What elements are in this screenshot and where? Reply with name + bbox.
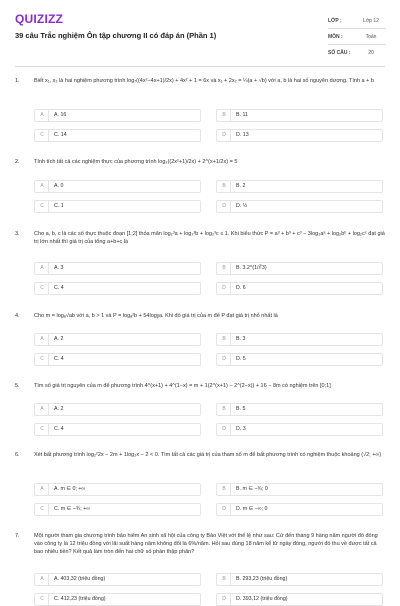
option-text: A. 16 — [54, 111, 67, 118]
option-letter: D — [218, 354, 231, 365]
option-text: C. 4 — [54, 355, 64, 362]
option-c[interactable] — [34, 129, 201, 142]
option-letter: C — [36, 424, 49, 435]
option-text: B. 5 — [236, 405, 246, 412]
option-letter: C — [36, 504, 49, 515]
meta-label: LỚP : — [328, 17, 342, 24]
option-letter: C — [36, 201, 49, 212]
question-text: Biết x₁, x₂ là hai nghiệm phương trình log₇((4x²−4x+1)/2x) + 4x² + 1 = 6x và x₁ + 2x₂ = ¼(a + √b) với a, b là hai số nguyên dương. Tính a + b — [34, 78, 374, 84]
quizizz-logo: QUIZIZZ — [15, 12, 64, 26]
option-c[interactable] — [34, 200, 201, 213]
header — [0, 0, 400, 65]
option-text: D. 13 — [236, 131, 249, 138]
option-letter: A — [36, 181, 49, 192]
option-letter: C — [36, 130, 49, 141]
option-letter: A — [36, 110, 49, 121]
meta-label: MÔN : — [328, 33, 343, 40]
option-d[interactable] — [216, 503, 383, 516]
option-letter: D — [218, 201, 231, 212]
option-text: C. 4 — [54, 284, 64, 291]
option-text: C. m ∈ −¾; +∞ — [54, 505, 91, 512]
option-b[interactable] — [216, 483, 383, 496]
question-1 — [15, 78, 385, 138]
option-b[interactable] — [216, 180, 383, 193]
question-4 — [15, 313, 385, 362]
question-number: 1. — [15, 78, 20, 84]
option-c[interactable] — [34, 282, 201, 295]
header-divider — [15, 66, 385, 67]
option-a[interactable] — [34, 262, 201, 275]
question-number: 3. — [15, 231, 20, 237]
option-text: C. 1 — [54, 202, 64, 209]
question-text: Cho m = logₐ√ab với a, b > 1 và P = logₐ²b + 54logᵦa. Khi đó giá trị của m để P đạt giá trị nhỏ nhất là — [34, 313, 278, 319]
option-text: C. 4 — [54, 425, 64, 432]
option-b[interactable] — [216, 573, 383, 586]
option-a[interactable] — [34, 333, 201, 346]
option-text: B. 3 — [236, 335, 246, 342]
option-letter: B — [218, 484, 231, 495]
option-b[interactable] — [216, 262, 383, 275]
meta-value: Toán — [365, 33, 377, 40]
option-letter: A — [36, 404, 49, 415]
option-text: A. 2 — [54, 405, 64, 412]
meta-row-subject — [328, 29, 386, 45]
option-text: B. 11 — [236, 111, 248, 118]
option-letter: B — [218, 263, 231, 274]
option-text: D. 393,12 (triệu đồng) — [236, 595, 288, 602]
question-number: 6. — [15, 452, 20, 458]
option-text: C. 14 — [54, 131, 67, 138]
option-letter: D — [218, 283, 231, 294]
option-letter: D — [218, 504, 231, 515]
option-text: C. 412,23 (triệu đồng) — [54, 595, 106, 602]
meta-row-count — [328, 45, 386, 60]
question-3 — [15, 231, 385, 291]
option-letter: A — [36, 484, 49, 495]
option-c[interactable] — [34, 503, 201, 516]
option-letter: C — [36, 354, 49, 365]
option-letter: B — [218, 404, 231, 415]
option-letter: A — [36, 574, 49, 585]
question-7 — [15, 533, 385, 602]
option-a[interactable] — [34, 403, 201, 416]
option-letter: C — [36, 283, 49, 294]
option-text: B. 3.2^(1/∛3) — [236, 264, 267, 271]
option-letter: D — [218, 424, 231, 435]
option-c[interactable] — [34, 423, 201, 436]
option-a[interactable] — [34, 573, 201, 586]
option-letter: A — [36, 263, 49, 274]
option-text: A. 2 — [54, 335, 64, 342]
option-text: D. 6 — [236, 284, 246, 291]
option-text: A. 403,32 (triệu đồng) — [54, 575, 106, 582]
option-letter: B — [218, 334, 231, 345]
option-d[interactable] — [216, 129, 383, 142]
question-text: Cho a, b, c là các số thực thuộc đoạn [1;2] thỏa mãn log₂³a + log₂³b + log₂³c ≤ 1. Khi biểu thức P = a³ + b³ + c³ − 3log₂aᵃ + log₂bᵇ + log₂cᶜ đạt giá trị lớn nhất thì giá trị của tổng a+b+c là — [34, 231, 385, 245]
option-text: D. 3 — [236, 425, 246, 432]
question-text: Xét bất phương trình log₂²2x − 2m + 1log₂x − 2 < 0. Tìm tất cả các giá trị của tham số m để bất phương trình có nghiệm thuộc khoảng (√2; +∞) — [34, 452, 382, 458]
question-number: 5. — [15, 383, 20, 389]
page-title: 39 câu Trắc nghiệm Ôn tập chương II có đáp án (Phần 1) — [15, 31, 217, 40]
question-6 — [15, 452, 385, 512]
option-letter: D — [218, 594, 231, 605]
option-text: A. 3 — [54, 264, 64, 271]
question-number: 4. — [15, 313, 20, 319]
meta-value: 20 — [368, 49, 374, 56]
question-text: Tính tích tất cả các nghiệm thực của phương trình log₂((2x²+1)/2x) + 2^(x+1/2x) = 5 — [34, 159, 238, 165]
option-letter: C — [36, 594, 49, 605]
option-b[interactable] — [216, 403, 383, 416]
option-letter: B — [218, 181, 231, 192]
option-letter: A — [36, 334, 49, 345]
option-b[interactable] — [216, 333, 383, 346]
option-d[interactable] — [216, 200, 383, 213]
option-text: D. 5 — [236, 355, 246, 362]
question-text: Một người tham gia chương trình bảo hiểm An sinh xã hội của công ty Bảo Việt với thể lệ như sau: Cứ đến tháng 9 hàng năm người đó đóng vào công ty là 12 triệu đồng với lãi suất hàng năm không đổi là 6%/năm. Hỏi sau đúng 18 năm kể từ ngày đóng, người đó thu về được tất cả bao nhiêu tiền? Kết quả làm tròn đến hai chữ số phần thập phân? — [34, 533, 378, 555]
option-a[interactable] — [34, 109, 201, 122]
option-letter: D — [218, 130, 231, 141]
option-letter: B — [218, 110, 231, 121]
meta-label: SỐ CÂU : — [328, 49, 351, 56]
option-d[interactable] — [216, 353, 383, 366]
option-text: B. m ∈ −¾; 0 — [236, 485, 268, 492]
meta-value: Lớp 12 — [363, 17, 379, 24]
option-b[interactable] — [216, 109, 383, 122]
question-number: 2. — [15, 159, 20, 165]
meta-row-class — [328, 13, 386, 29]
option-text: D. m ∈ −∞; 0 — [236, 505, 268, 512]
option-a[interactable] — [34, 180, 201, 193]
option-text: A. m ∈ 0; +∞ — [54, 485, 86, 492]
question-5 — [15, 383, 385, 432]
meta-table — [328, 13, 386, 60]
question-text: Tìm số giá trị nguyên của m để phương trình 4^(x+1) + 4^(1−x) = m + 1(2^(x+1) − 2^(2−x)) + 16 − 8m có nghiệm trên [0;1] — [34, 383, 331, 389]
question-number: 7. — [15, 533, 20, 539]
option-c[interactable] — [34, 353, 201, 366]
option-d[interactable] — [216, 423, 383, 436]
option-d[interactable] — [216, 282, 383, 295]
option-a[interactable] — [34, 483, 201, 496]
option-text: D. ½ — [236, 202, 248, 209]
option-text: A. 0 — [54, 182, 64, 189]
question-2 — [15, 159, 385, 209]
option-text: B. 2 — [236, 182, 246, 189]
option-letter: B — [218, 574, 231, 585]
option-text: B. 293,23 (triệu đồng) — [236, 575, 288, 582]
